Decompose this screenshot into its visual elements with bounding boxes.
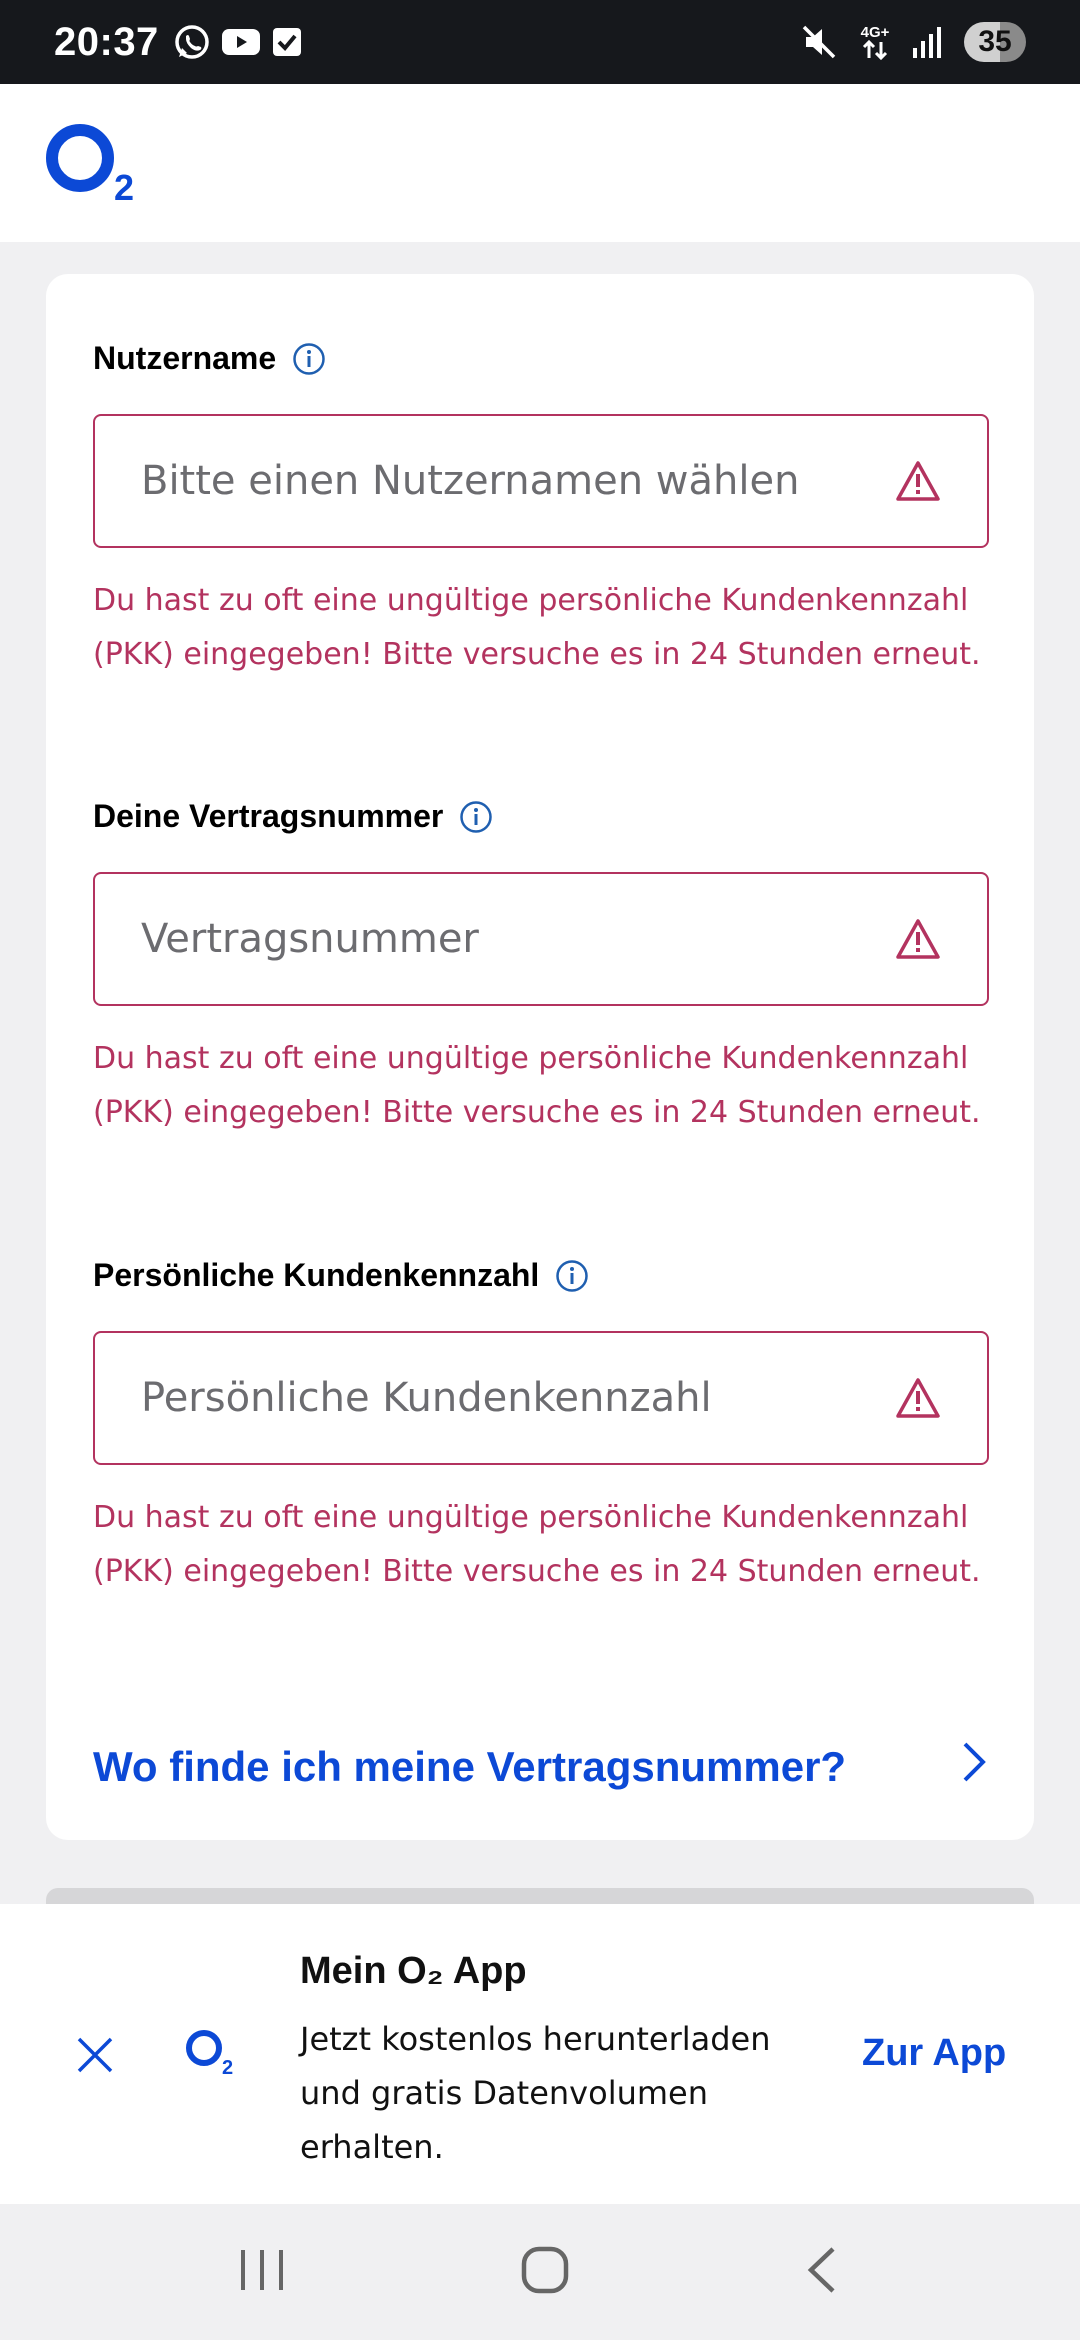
app-download-banner (0, 1904, 1080, 2204)
home-icon[interactable] (520, 2245, 570, 2299)
username-label: Nutzername (93, 340, 277, 376)
contract-placeholder: Vertragsnummer (141, 916, 479, 962)
field-label-contract (93, 798, 493, 835)
battery-indicator: 35 (964, 22, 1026, 62)
pkk-error: Du hast zu oft eine ungültige persönliche Kundenkennzahl (PKK) eingegeben! Bitte versuche es in 24 Stunden erneut. (93, 1500, 981, 1589)
close-icon[interactable] (74, 2034, 116, 2076)
contract-error: Du hast zu oft eine ungültige persönliche Kundenkennzahl (PKK) eingegeben! Bitte versuche es in 24 Stunden erneut. (93, 1041, 981, 1130)
field-label-pkk (93, 1257, 589, 1294)
app-header (0, 84, 1080, 242)
network-type: 4G+ (860, 23, 890, 41)
checkbox-icon (271, 26, 303, 58)
warning-icon (895, 918, 941, 960)
contract-number-help-link[interactable] (93, 1740, 989, 1794)
o2-app-logo (184, 2026, 240, 2082)
banner-title: Mein O₂ App (300, 1950, 527, 1992)
pkk-label: Persönliche Kundenkennzahl (93, 1257, 540, 1293)
system-nav-bar (0, 2204, 1080, 2340)
back-icon[interactable] (803, 2245, 843, 2299)
pkk-input[interactable] (93, 1331, 989, 1465)
contract-label: Deine Vertragsnummer (93, 798, 444, 834)
username-placeholder: Bitte einen Nutzernamen wählen (141, 458, 800, 504)
field-label-username (93, 340, 326, 377)
o2-logo[interactable] (44, 118, 140, 208)
chevron-right-icon (959, 1740, 989, 1794)
youtube-icon (221, 27, 261, 57)
warning-icon (895, 1377, 941, 1419)
status-bar (0, 0, 1080, 84)
status-time: 20:37 (54, 19, 159, 64)
whatsapp-icon (173, 23, 211, 61)
username-error: Du hast zu oft eine ungültige persönliche Kundenkennzahl (PKK) eingegeben! Bitte versuche es in 24 Stunden erneut. (93, 583, 981, 672)
username-input[interactable] (93, 414, 989, 548)
info-icon[interactable] (292, 342, 326, 376)
banner-description: Jetzt kostenlos herunterladen und gratis Datenvolumen erhalten. (300, 2020, 771, 2166)
svg-text:2: 2 (222, 2057, 234, 2078)
registration-card (46, 274, 1034, 1840)
info-icon[interactable] (555, 1259, 589, 1293)
info-icon[interactable] (459, 800, 493, 834)
zur-app-button[interactable]: Zur App (862, 2032, 1007, 2074)
mute-icon (800, 23, 838, 61)
warning-icon (895, 460, 941, 502)
network-arrows-icon (860, 25, 890, 60)
svg-text:2: 2 (114, 167, 135, 204)
help-link-text: Wo finde ich meine Vertragsnummer? (93, 1743, 847, 1790)
recent-apps-icon[interactable] (237, 2246, 287, 2298)
signal-icon (912, 26, 942, 58)
pkk-placeholder: Persönliche Kundenkennzahl (141, 1375, 712, 1421)
contract-number-input[interactable] (93, 872, 989, 1006)
